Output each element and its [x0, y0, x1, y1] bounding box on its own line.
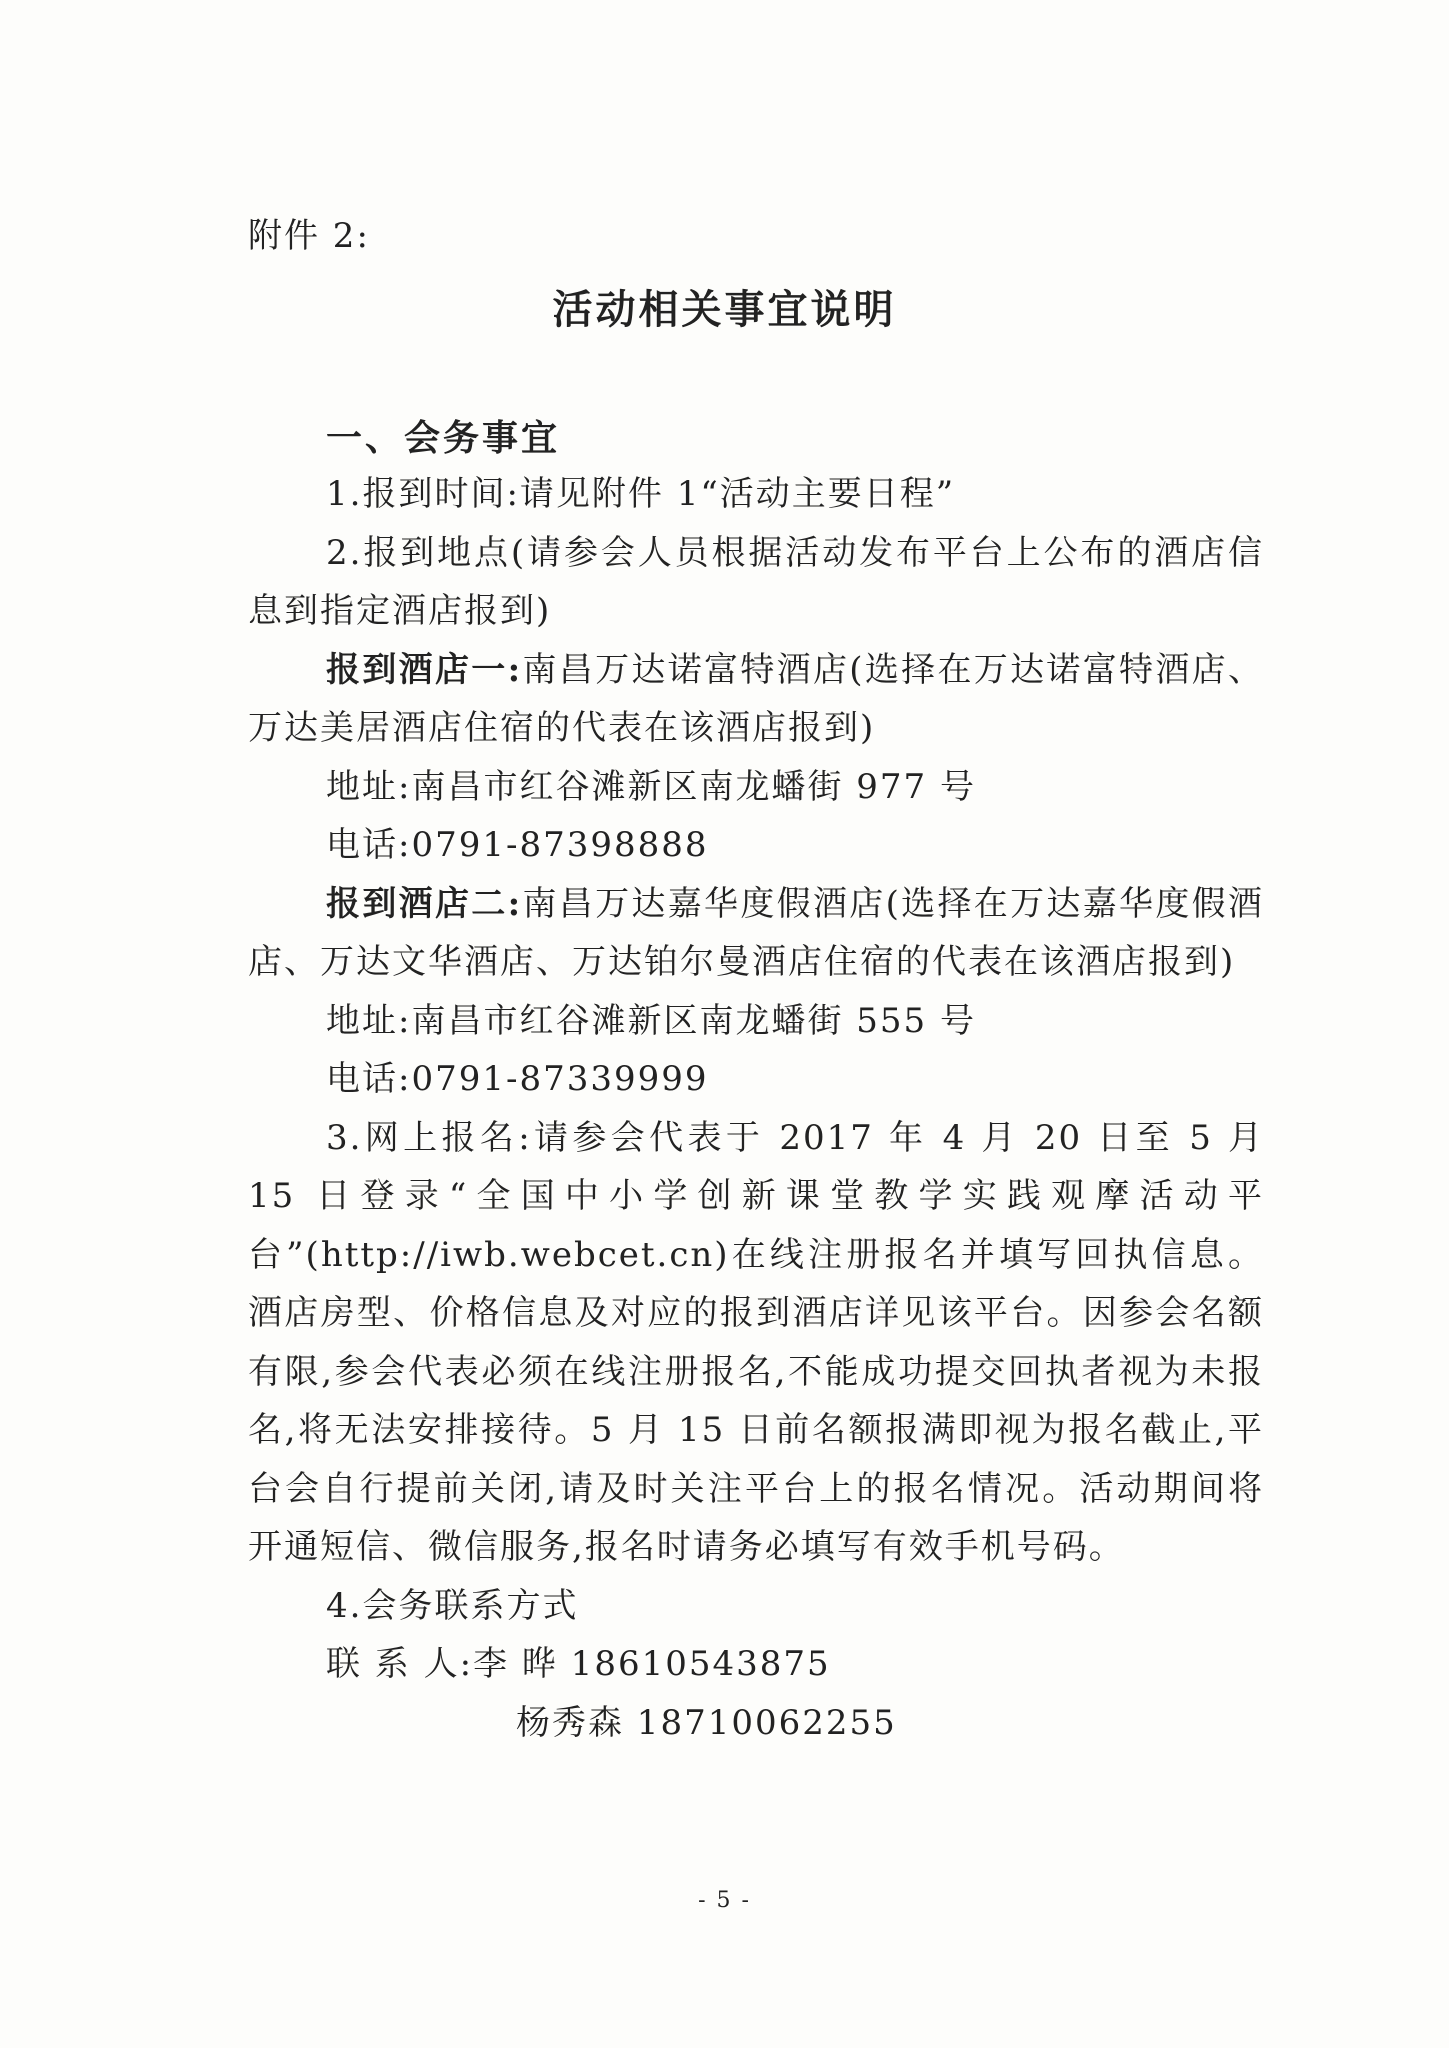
- item-online-registration: 3.网上报名:请参会代表于 2017 年 4 月 20 日至 5 月 15 日登录“全国中小学创新课堂教学实践观摩活动平台”(http://iwb.webcet.cn)在线注册报名并填写回执信息。酒店房型、价格信息及对应的报到酒店详见该平台。因参会名额有限,参会代表必须在线注册报名,不能成功提交回执者视为未报名,将无法安排接待。5 月 15 日前名额报满即视为报名截止,平台会自行提前关闭,请及时关注平台上的报名情况。活动期间将开通短信、微信服务,报名时请务必填写有效手机号码。: [248, 1117, 1264, 1567]
- contact-line-2: 杨秀森 18710062255: [516, 1702, 897, 1743]
- page-number: - 5 -: [698, 1888, 751, 1913]
- document-title: 活动相关事宜说明: [552, 286, 897, 333]
- item-contact-heading: 4.会务联系方式: [326, 1585, 579, 1626]
- hotel2-paragraph: [248, 875, 1264, 992]
- contact-line-1: 联 系 人:李 晔 18610543875: [326, 1644, 831, 1684]
- hotel1-label: 报到酒店一:: [326, 649, 523, 690]
- attachment-label: 附件 2:: [248, 216, 370, 256]
- item-registration-time: 1.报到时间:请见附件 1“活动主要日程”: [326, 474, 956, 514]
- hotel2-phone: 电话:0791-87339999: [326, 1059, 709, 1099]
- hotel1-phone: 电话:0791-87398888: [326, 825, 709, 865]
- section-heading: 一、会务事宜: [326, 417, 561, 459]
- hotel2-text: 南昌万达嘉华度假酒店(选择在万达嘉华度假酒店、万达文华酒店、万达铂尔曼酒店住宿的代表在该酒店报到): [248, 883, 1264, 982]
- hotel2-label: 报到酒店二:: [326, 883, 523, 924]
- document-body: [248, 465, 1264, 1752]
- hotel2-address: 地址:南昌市红谷滩新区南龙蟠街 555 号: [326, 1000, 976, 1041]
- hotel1-paragraph: [248, 641, 1264, 758]
- hotel1-text: 南昌万达诺富特酒店(选择在万达诺富特酒店、万达美居酒店住宿的代表在该酒店报到): [248, 649, 1264, 748]
- item-registration-place: 2.报到地点(请参会人员根据活动发布平台上公布的酒店信息到指定酒店报到): [248, 532, 1264, 631]
- hotel1-address: 地址:南昌市红谷滩新区南龙蟠街 977 号: [326, 766, 976, 807]
